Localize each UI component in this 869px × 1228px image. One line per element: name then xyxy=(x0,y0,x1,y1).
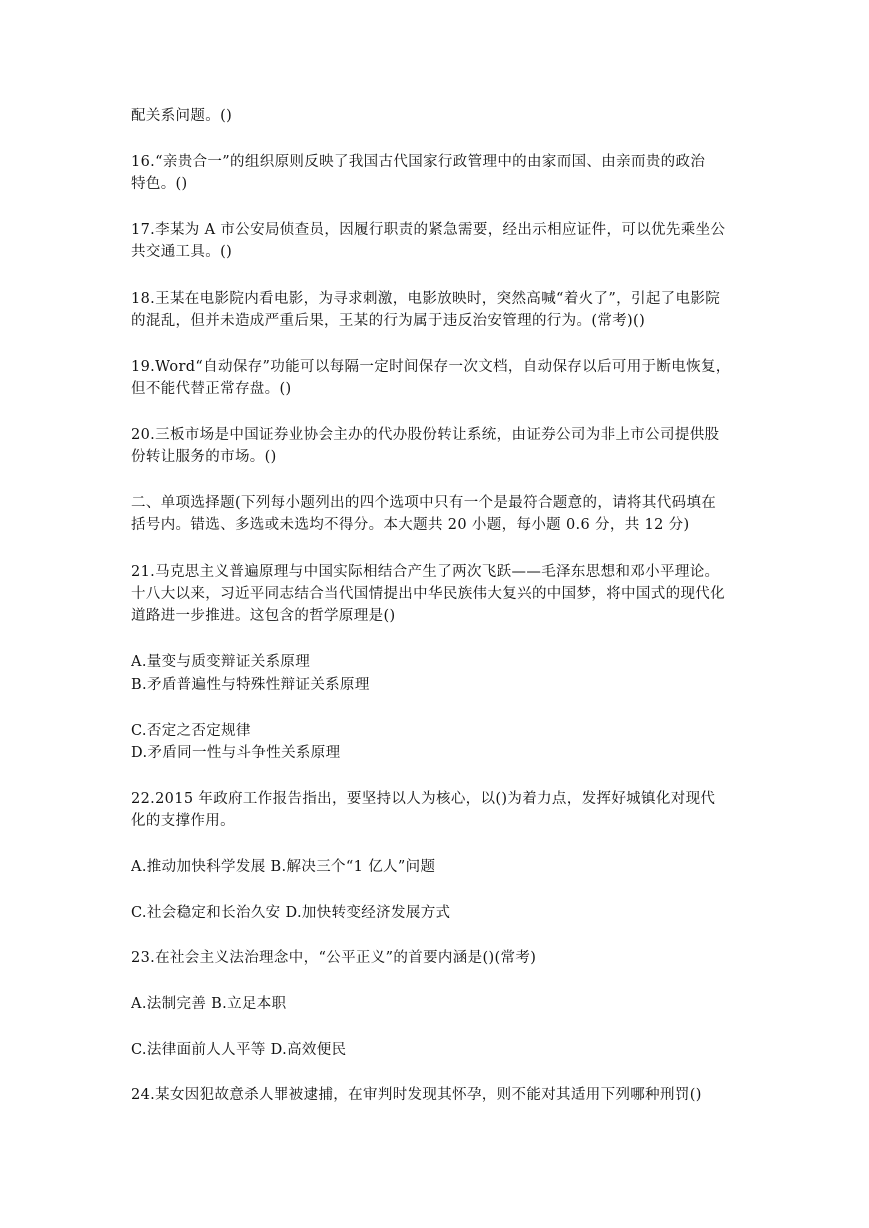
question-22-line-1: 22.2015 年政府工作报告指出，要坚持以人为核心，以()为着力点，发挥好城镇化对现代 xyxy=(131,791,716,807)
question-18-line-1: 18.王某在电影院内看电影，为寻求刺激，电影放映时，突然高喊“着火了”，引起了电影院 xyxy=(131,291,721,307)
question-21-line-2: 十八大以来，习近平同志结合当代国情提出中华民族伟大复兴的中国梦，将中国式的现代化 xyxy=(131,586,725,602)
option-a: A.量变与质变辩证关系原理 xyxy=(131,654,311,670)
question-21-line-1: 21.马克思主义普遍原理与中国实际相结合产生了两次飞跃——毛泽东思想和邓小平理论。 xyxy=(131,564,720,580)
option-d: D.矛盾同一性与斗争性关系原理 xyxy=(131,745,341,761)
question-23-line-1: 23.在社会主义法治理念中，“公平正义”的首要内涵是()(常考) xyxy=(131,950,537,966)
option-c: C.否定之否定规律 xyxy=(131,723,251,739)
question-24-line-1: 24.某女因犯故意杀人罪被逮捕，在审判时发现其怀孕，则不能对其适用下列哪种刑罚() xyxy=(131,1087,702,1103)
question-22-options-cd: C.社会稳定和长治久安 D.加快转变经济发展方式 xyxy=(131,905,451,921)
option-b: B.矛盾普遍性与特殊性辩证关系原理 xyxy=(131,677,370,693)
question-18-line-2: 的混乱，但并未造成严重后果，王某的行为属于违反治安管理的行为。(常考)() xyxy=(131,313,646,329)
question-22-options-ab: A.推动加快科学发展 B.解决三个“1 亿人”问题 xyxy=(131,859,436,875)
question-20-line-1: 20.三板市场是中国证券业协会主办的代办股份转让系统，由证券公司为非上市公司提供股 xyxy=(131,427,720,443)
question-19-line-2: 但不能代替正常存盘。() xyxy=(131,381,292,397)
question-16-line-1: 16.“亲贵合一”的组织原则反映了我国古代国家行政管理中的由家而国、由亲而贵的政治 xyxy=(131,154,706,170)
question-20-line-2: 份转让服务的市场。() xyxy=(131,449,277,465)
section-heading-line-2: 括号内。错选、多选或未选均不得分。本大题共 20 小题，每小题 0.6 分，共 12 分) xyxy=(131,517,690,533)
question-17-line-1: 17.李某为 A 市公安局侦查员，因履行职责的紧急需要，经出示相应证件，可以优先乘坐公 xyxy=(131,222,726,238)
section-heading-line-1: 二、单项选择题(下列每小题列出的四个选项中只有一个是最符合题意的，请将其代码填在 xyxy=(131,495,717,511)
question-17-line-2: 共交通工具。() xyxy=(131,244,233,260)
question-23-options-cd: C.法律面前人人平等 D.高效便民 xyxy=(131,1042,347,1058)
question-16-line-2: 特色。() xyxy=(131,176,188,192)
question-21-line-3: 道路进一步推进。这包含的哲学原理是() xyxy=(131,608,396,624)
question-22-line-2: 化的支撑作用。 xyxy=(131,813,235,829)
question-23-options-ab: A.法制完善 B.立足本职 xyxy=(131,996,287,1012)
question-19-line-1: 19.Word“自动保存”功能可以每隔一定时间保存一次文档，自动保存以后可用于断电恢复， xyxy=(131,359,731,375)
text-line: 配关系问题。() xyxy=(131,108,233,124)
